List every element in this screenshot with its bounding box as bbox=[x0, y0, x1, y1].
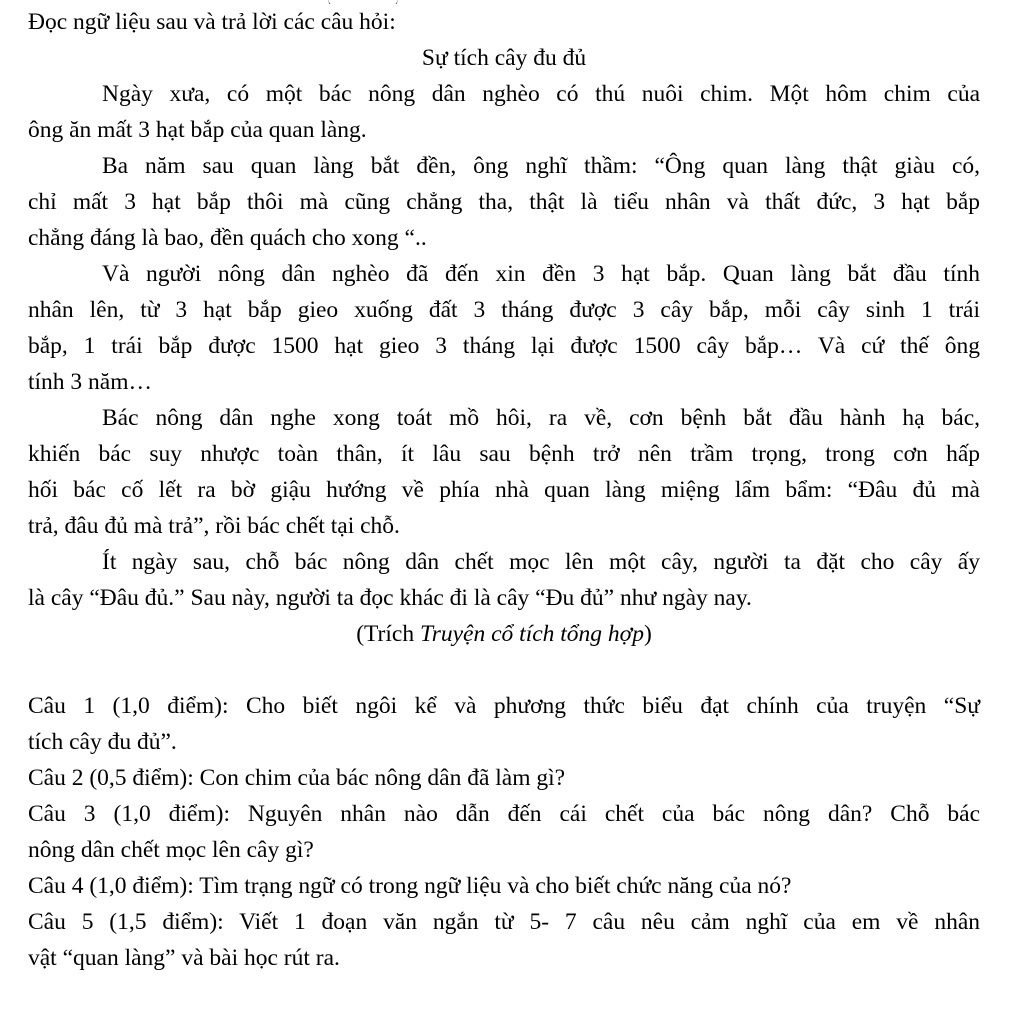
story-line: khiến bác suy nhược toàn thân, ít lâu sau bệnh trở nên trầm trọng, trong cơn hấp bbox=[28, 441, 980, 467]
story-body bbox=[28, 76, 980, 616]
story-title: Sự tích cây đu đủ bbox=[421, 45, 587, 71]
question-3: Câu 3 (1,0 điểm): Nguyên nhân nào dẫn đến cái chết của bác nông dân? Chỗ bác bbox=[28, 801, 980, 827]
document-page bbox=[28, 4, 980, 976]
story-line: nhân lên, từ 3 hạt bắp gieo xuống đất 3 tháng được 3 cây bắp, mỗi cây sinh 1 trái bbox=[28, 297, 980, 323]
question-3-cont: nông dân chết mọc lên cây gì? bbox=[28, 837, 314, 863]
question-2: Câu 2 (0,5 điểm): Con chim của bác nông dân đã làm gì? bbox=[28, 765, 566, 791]
question-5-cont: vật “quan làng” và bài học rút ra. bbox=[28, 945, 340, 971]
question-1-cont: tích cây đu đủ”. bbox=[28, 729, 177, 755]
story-line: ông ăn mất 3 hạt bắp của quan làng. bbox=[28, 117, 367, 143]
story-line: Ít ngày sau, chỗ bác nông dân chết mọc lên một cây, người ta đặt cho cây ấy bbox=[102, 549, 980, 575]
questions-list bbox=[28, 688, 980, 976]
story-line: Và người nông dân nghèo đã đến xin đền 3 hạt bắp. Quan làng bắt đầu tính bbox=[102, 261, 980, 287]
source-suffix: ) bbox=[643, 621, 652, 647]
story-line: Ba năm sau quan làng bắt đền, ông nghĩ thầm: “Ông quan làng thật giàu có, bbox=[102, 153, 980, 179]
story-line: Ngày xưa, có một bác nông dân nghèo có thú nuôi chim. Một hôm chim của bbox=[102, 81, 980, 107]
spacer bbox=[28, 652, 980, 688]
story-line: trả, đâu đủ mà trả”, rồi bác chết tại chỗ. bbox=[28, 513, 400, 539]
story-source bbox=[28, 616, 980, 652]
question-5: Câu 5 (1,5 điểm): Viết 1 đoạn văn ngắn từ 5- 7 câu nêu cảm nghĩ của em về nhân bbox=[28, 909, 980, 935]
story-line: là cây “Đâu đủ.” Sau này, người ta đọc khác đi là cây “Đu đủ” như ngày nay. bbox=[28, 585, 752, 611]
story-line: tính 3 năm… bbox=[28, 369, 153, 395]
question-1: Câu 1 (1,0 điểm): Cho biết ngôi kể và phương thức biểu đạt chính của truyện “Sự bbox=[28, 693, 980, 719]
story-line: bắp, 1 trái bắp được 1500 hạt gieo 3 tháng lại được 1500 cây bắp… Và cứ thế ông bbox=[28, 333, 980, 359]
story-line: hối bác cố lết ra bờ giậu hướng về phía nhà quan làng miệng lẩm bẩm: “Đâu đủ mà bbox=[28, 477, 980, 503]
story-line: Bác nông dân nghe xong toát mồ hôi, ra về, cơn bệnh bắt đầu hành hạ bác, bbox=[102, 405, 980, 431]
story-line: chẳng đáng là bao, đền quách cho xong “.. bbox=[28, 225, 427, 251]
story-line: chỉ mất 3 hạt bắp thôi mà cũng chẳng tha, thật là tiểu nhân và thất đức, 3 hạt bắp bbox=[28, 189, 980, 215]
intro-instruction: Đọc ngữ liệu sau và trả lời các câu hỏi: bbox=[28, 9, 396, 35]
question-4: Câu 4 (1,0 điểm): Tìm trạng ngữ có trong ngữ liệu và cho biết chức năng của nó? bbox=[28, 873, 792, 899]
source-prefix: (Trích bbox=[356, 621, 420, 647]
source-title: Truyện cổ tích tổng hợp bbox=[419, 621, 644, 647]
cropped-top-mark bbox=[188, 0, 488, 4]
